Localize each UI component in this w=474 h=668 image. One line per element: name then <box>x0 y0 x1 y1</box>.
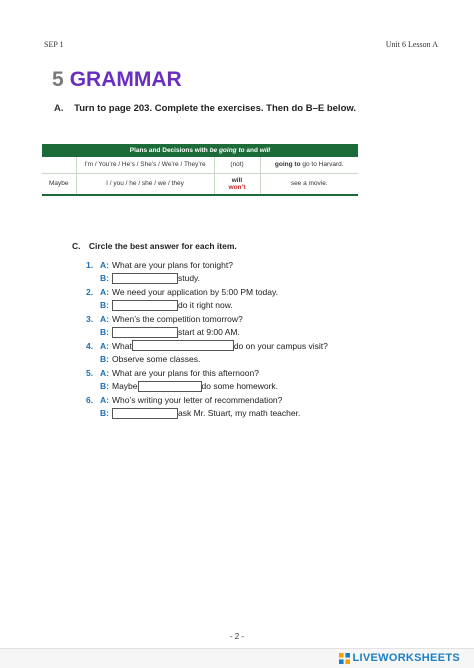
instruction-c-text: Circle the best answer for each item. <box>88 241 237 251</box>
header-course: SEP 1 <box>44 40 64 49</box>
table-cell <box>42 157 76 173</box>
answer-input-4[interactable] <box>132 340 234 351</box>
table-row <box>42 157 358 173</box>
grammar-table-heading: Plans and Decisions with be going to and will <box>42 144 358 157</box>
exercise-list <box>86 258 328 420</box>
liveworksheets-icon <box>339 653 350 664</box>
answer-input-1[interactable] <box>112 273 178 284</box>
list-item: B: ask Mr. Stuart, my math teacher. <box>100 408 301 419</box>
table-cell: will won’t <box>214 173 260 195</box>
answer-input-2[interactable] <box>112 300 178 311</box>
list-item: B: do it right now. <box>100 300 233 311</box>
brand-logo[interactable] <box>339 652 461 664</box>
list-item: 5. A: What are your plans for this afternoon? <box>86 367 259 378</box>
section-word: GRAMMAR <box>69 68 182 91</box>
section-title <box>52 68 182 92</box>
list-item: B: Observe some classes. <box>100 354 201 365</box>
answer-input-3[interactable] <box>112 327 178 338</box>
list-item: B: start at 9:00 AM. <box>100 327 240 338</box>
table-cell: (not) <box>214 157 260 173</box>
grammar-table <box>42 144 358 196</box>
instruction-c-letter: C. <box>72 241 81 251</box>
answer-input-6[interactable] <box>112 408 178 419</box>
table-cell: going to go to Harvard. <box>260 157 358 173</box>
page-number: - 2 - <box>229 632 245 641</box>
table-cell: I’m / You’re / He’s / She’s / We’re / They’re <box>76 157 214 173</box>
table-row <box>42 173 358 195</box>
instruction-a-text: Turn to page 203. Complete the exercises. Then do B–E below. <box>74 103 357 114</box>
list-item: B: Maybe do some homework. <box>100 381 279 392</box>
list-item: 6. A: Who’s writing your letter of recommendation? <box>86 394 283 405</box>
instruction-a-letter: A. <box>54 103 64 114</box>
list-item: 3. A: When’s the competition tomorrow? <box>86 313 243 324</box>
table-cell: see a movie. <box>260 173 358 195</box>
list-item: 1. A: What are your plans for tonight? <box>86 259 233 270</box>
list-item: B: study. <box>100 273 201 284</box>
list-item: 2. A: We need your application by 5:00 PM today. <box>86 286 278 297</box>
section-number: 5 <box>52 68 64 91</box>
instruction-a <box>54 103 356 114</box>
answer-input-5[interactable] <box>138 381 202 392</box>
brand-name: LIVEWORKSHEETS <box>352 652 460 664</box>
list-item: 4. A: What do on your campus visit? <box>86 340 328 351</box>
table-cell: I / you / he / she / we / they <box>76 173 214 195</box>
table-cell: Maybe <box>42 173 76 195</box>
instruction-c <box>72 241 237 251</box>
header-unit: Unit 6 Lesson A <box>385 40 438 49</box>
